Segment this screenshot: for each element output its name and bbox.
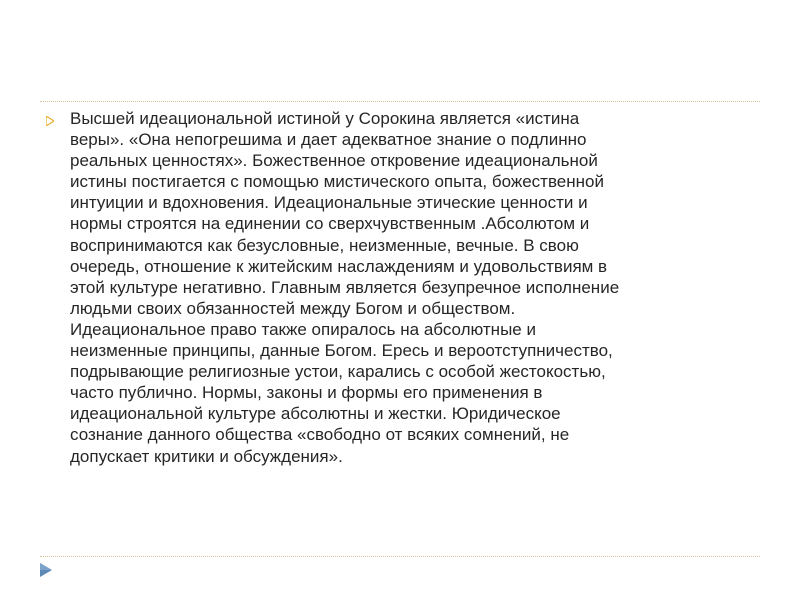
- body-paragraph: Высшей идеациональной истиной у Сорокина является «истина веры». «Она непогрешима и дает адекватное знание о подлинно реальных ценностях». Божественное откровение идеациональной истины постигается с помощью мистического опыта, божественной интуиции и вдохновения. Идеациональные этические ценности и нормы строятся на единении со сверхчувственным .Абсолютом и воспринимаются как безусловные, неизменные, вечные. В свою очередь, отношение к житейским наслаждениям и удовольствиям в этой культуре негативно. Главным является безупречное исполнение людьми своих обязанностей между Богом и обществом. Идеациональное право также опиралось на абсолютные и неизменные принципы, данные Богом. Ересь и вероотступничество, подрывающие религиозные устои, карались с особой жестокостью, часто публично. Нормы, законы и формы его применения в идеациональной культуре абсолютны и жестки. Юридическое сознание данного общества «свободно от всяких сомнений, не допускает критики и обсуждения».: [70, 109, 620, 466]
- bottom-divider: [40, 556, 760, 557]
- top-divider: [40, 101, 760, 102]
- triangle-bullet-icon: [46, 116, 54, 126]
- triangle-arrow-icon: [38, 562, 54, 578]
